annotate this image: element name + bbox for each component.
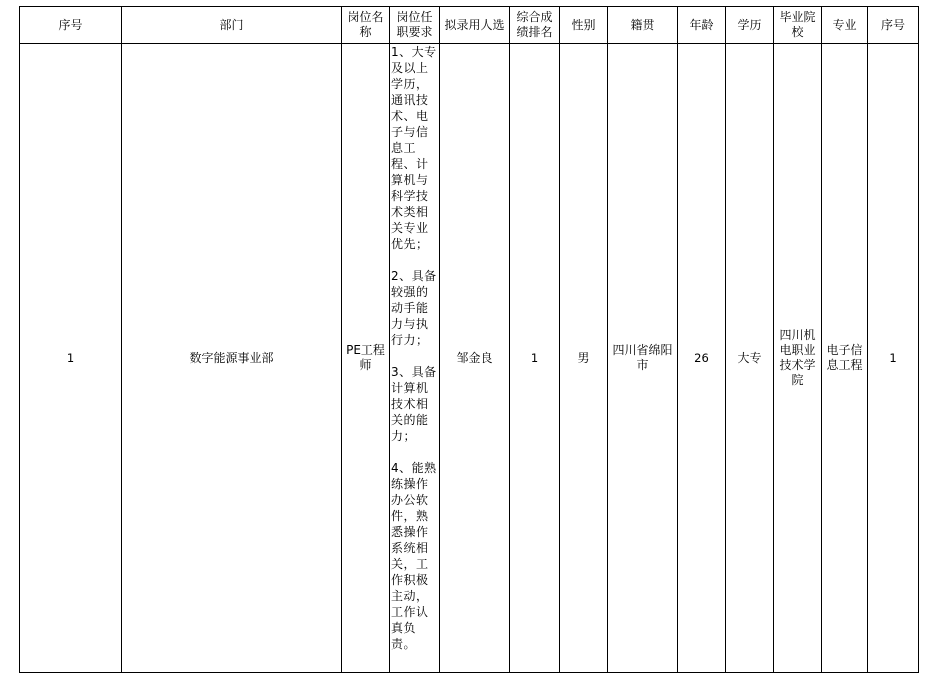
header-major: 专业: [822, 7, 868, 44]
header-candidate: 拟录用人选: [440, 7, 510, 44]
cell-requirements: 1、大专及以上学历，通讯技术、电子与信息工程、计算机与科学技术类相关专业优先； 2、具备较强的动手能力与执行力； 3、具备计算机技术相关的能力； 4、能熟练操作办公软件，熟悉操作系统相关，工作积极主动，工作认真负责。: [390, 44, 440, 673]
cell-position: PE工程师: [342, 44, 390, 673]
cell-school: 四川机电职业技术学院: [774, 44, 822, 673]
header-school: 毕业院校: [774, 7, 822, 44]
header-education: 学历: [726, 7, 774, 44]
cell-rank: 1: [510, 44, 560, 673]
table-row: [20, 44, 919, 673]
header-age: 年龄: [678, 7, 726, 44]
cell-education: 大专: [726, 44, 774, 673]
cell-gender: 男: [560, 44, 608, 673]
header-row: [20, 7, 919, 44]
candidate-table: [19, 6, 919, 673]
cell-seq: 1: [20, 44, 122, 673]
header-gender: 性别: [560, 7, 608, 44]
cell-major: 电子信息工程: [822, 44, 868, 673]
cell-origin: 四川省绵阳市: [608, 44, 678, 673]
header-seq-2: 序号: [868, 7, 919, 44]
header-seq: 序号: [20, 7, 122, 44]
header-requirements: 岗位任职要求: [390, 7, 440, 44]
cell-seq-2: 1: [868, 44, 919, 673]
header-position: 岗位名称: [342, 7, 390, 44]
cell-department: 数字能源事业部: [122, 44, 342, 673]
header-department: 部门: [122, 7, 342, 44]
header-rank: 综合成绩排名: [510, 7, 560, 44]
cell-candidate: 邹金良: [440, 44, 510, 673]
cell-age: 26: [678, 44, 726, 673]
header-origin: 籍贯: [608, 7, 678, 44]
